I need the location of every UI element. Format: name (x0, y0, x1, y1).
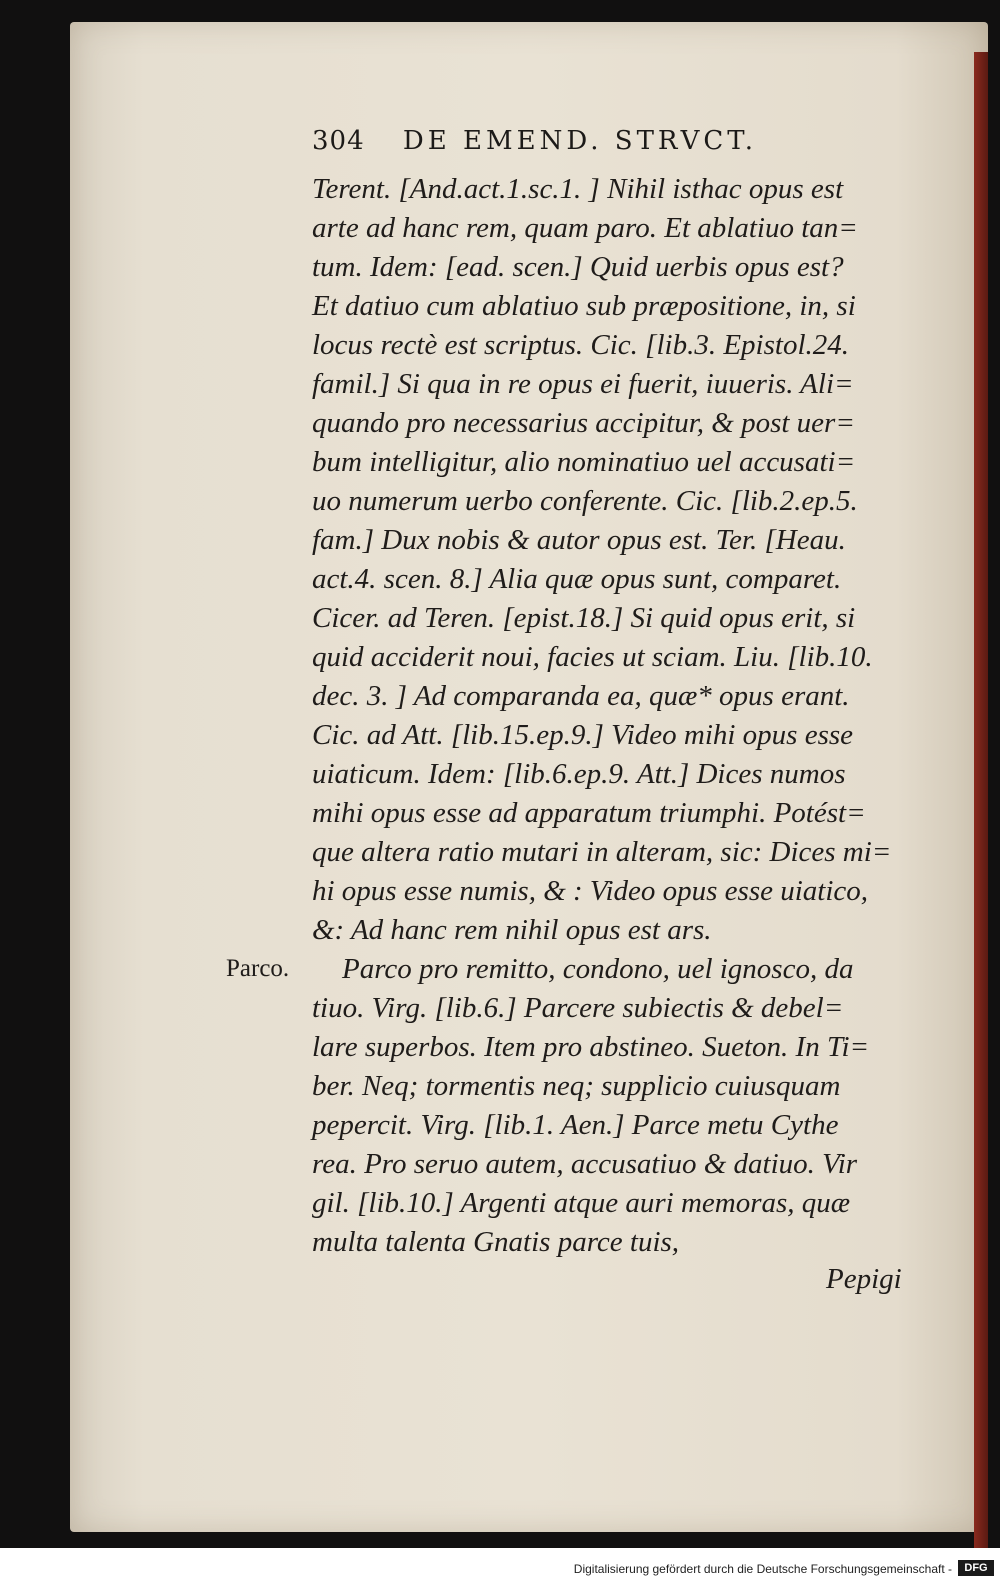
text-line: act.4. scen. 8.] Alia quæ opus sunt, comparet. (312, 563, 842, 595)
text-line: Terent. [And.act.1.sc.1. ] Nihil isthac opus est (312, 173, 844, 205)
text-line: multa talenta Gnatis parce tuis, (312, 1226, 680, 1258)
footer-bar (0, 1548, 1000, 1582)
dfg-logo: DFG (958, 1560, 994, 1576)
text-line: Cic. ad Att. [lib.15.ep.9.] Video mihi opus esse (312, 719, 854, 751)
margin-note: Parco. (226, 955, 290, 982)
text-line: mihi opus esse ad apparatum triumphi. Potést= (312, 797, 866, 829)
text-line: quid acciderit noui, facies ut sciam. Liu. [lib.10. (312, 641, 873, 673)
text-line: Et datiuo cum ablatiuo sub præpositione, in, si (312, 290, 856, 322)
running-title: DE EMEND. STRVCT. (402, 126, 758, 156)
text-line: uo numerum uerbo conferente. Cic. [lib.2.ep.5. (312, 485, 858, 517)
text-line: uiaticum. Idem: [lib.6.ep.9. Att.] Dices numos (312, 758, 846, 790)
text-line: bum intelligitur, alio nominatiuo uel accusati= (312, 446, 856, 478)
text-line: que altera ratio mutari in alteram, sic: Dices mi= (312, 836, 892, 868)
text-line: locus rectè est scriptus. Cic. [lib.3. Epistol.24. (312, 329, 849, 361)
text-line: Cicer. ad Teren. [epist.18.] Si quid opus erit, si (312, 602, 856, 634)
text-line: quando pro necessarius accipitur, & post uer= (312, 407, 855, 439)
text-line: fam.] Dux nobis & autor opus est. Ter. [Heau. (312, 524, 846, 556)
text-line: dec. 3. ] Ad comparanda ea, quæ* opus erant. (312, 680, 850, 712)
text-line: rea. Pro seruo autem, accusatiuo & datiuo. Vir (312, 1148, 858, 1180)
text-line: tiuo. Virg. [lib.6.] Parcere subiectis & debel= (312, 992, 844, 1024)
catchword: Pepigi (826, 1263, 902, 1295)
binding-edge (974, 52, 988, 1552)
text-line: lare superbos. Item pro abstineo. Sueton. In Ti= (312, 1031, 870, 1063)
text-line: arte ad hanc rem, quam paro. Et ablatiuo tan= (312, 212, 858, 244)
text-line: &: Ad hanc rem nihil opus est ars. (312, 914, 712, 946)
text-line: hi opus esse numis, & : Video opus esse uiatico, (312, 875, 869, 907)
page-number: 304 (312, 126, 365, 156)
page-header (312, 126, 757, 156)
text-line: gil. [lib.10.] Argenti atque auri memoras, quæ (312, 1187, 851, 1219)
text-line: Parco pro remitto, condono, uel ignosco, da (342, 953, 854, 985)
text-line: tum. Idem: [ead. scen.] Quid uerbis opus est? (312, 251, 844, 283)
footer-credit: Digitalisierung gefördert durch die Deutsche Forschungsgemeinschaft - (573, 1562, 952, 1576)
body-text (312, 170, 952, 1262)
text-line: famil.] Si qua in re opus ei fuerit, iuueris. Ali= (312, 368, 854, 400)
text-line: ber. Neq; tormentis neq; supplicio cuiusquam (312, 1070, 841, 1102)
text-line: pepercit. Virg. [lib.1. Aen.] Parce metu Cythe (312, 1109, 839, 1141)
